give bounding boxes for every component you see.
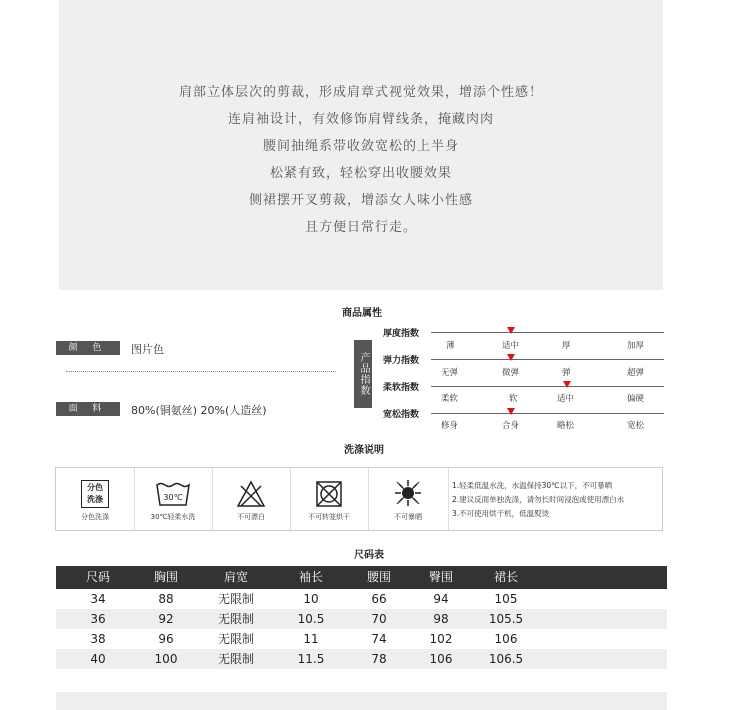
size-table-header (56, 566, 667, 589)
attributes-title: 商品属性 (342, 308, 382, 319)
column-header: 肩宽 (223, 570, 248, 584)
wash-item (212, 468, 291, 530)
index-label: 弹力指数 (383, 356, 420, 366)
wash-caption: 不可暴晒 (394, 513, 422, 521)
table-cell: 70 (371, 612, 387, 626)
washing-notes (452, 479, 660, 521)
index-marker (563, 381, 571, 388)
washing-box (55, 467, 663, 531)
table-cell: 105.5 (488, 612, 524, 626)
index-option: 修身 (441, 421, 459, 431)
table-cell: 100 (154, 652, 178, 666)
table-cell: 106.5 (488, 652, 524, 666)
wash-30-icon (156, 482, 190, 506)
index-option: 偏硬 (627, 394, 645, 404)
table-cell: 94 (433, 592, 449, 606)
table-cell: 36 (90, 612, 106, 626)
no-bleach-icon (236, 480, 266, 508)
description-line: 连肩袖设计，有效修饰肩臂线条，掩藏肉肉 (227, 112, 494, 127)
svg-text:30℃: 30℃ (163, 493, 183, 502)
wash-caption: 不可漂白 (237, 513, 265, 521)
wash-item (290, 468, 369, 530)
table-cell: 40 (90, 652, 106, 666)
description-line: 侧裙摆开叉剪裁，增添女人味小性感 (248, 193, 473, 208)
table-row (56, 589, 667, 609)
index-option: 适中 (557, 394, 575, 404)
table-cell: 10 (303, 592, 319, 606)
table-cell: 10.5 (297, 612, 325, 626)
index-option: 柔软 (441, 394, 459, 404)
washing-title: 洗涤说明 (344, 445, 384, 456)
index-line (431, 413, 664, 414)
table-row (56, 629, 667, 649)
description-line: 且方便日常行走。 (304, 220, 417, 235)
no-sun-icon (393, 478, 423, 508)
index-line (431, 359, 664, 360)
index-option: 无弹 (441, 368, 459, 378)
table-cell: 96 (158, 632, 174, 646)
index-option: 略松 (557, 421, 575, 431)
column-header: 胸围 (153, 570, 178, 584)
index-option: 加厚 (627, 341, 645, 351)
product-index-tag: 产品指数 (354, 340, 372, 408)
table-cell: 88 (158, 592, 174, 606)
table-cell: 38 (90, 632, 106, 646)
table-cell: 34 (90, 592, 106, 606)
column-header: 臀围 (428, 570, 453, 584)
table-cell: 106 (429, 652, 453, 666)
column-header: 尺码 (85, 570, 110, 584)
column-header: 腰围 (366, 570, 391, 584)
index-line (431, 332, 664, 333)
index-marker (507, 327, 515, 334)
description-line: 肩部立体层次的剪裁，形成肩章式视觉效果，增添个性感！ (178, 85, 543, 100)
index-option: 宽松 (627, 421, 645, 431)
fabric-label: 面 料 (56, 402, 120, 416)
index-option: 软 (509, 394, 518, 404)
wash-note: 3.不可使用烘干机，低温熨烫 (452, 509, 550, 518)
table-cell: 78 (371, 652, 387, 666)
no-tumble-dry-icon (314, 480, 344, 508)
color-label: 颜 色 (56, 341, 120, 355)
table-cell: 105 (494, 592, 518, 606)
index-label: 柔软指数 (383, 383, 420, 393)
table-cell: 92 (158, 612, 174, 626)
divider (66, 371, 336, 372)
table-row (56, 649, 667, 669)
wash-item (134, 468, 213, 530)
index-line (431, 386, 664, 387)
column-header: 裙长 (493, 570, 518, 584)
table-cell: 无限制 (217, 592, 254, 606)
index-option: 厚 (562, 341, 571, 351)
table-cell: 无限制 (217, 632, 254, 646)
index-option: 薄 (446, 341, 455, 351)
wash-caption: 30℃轻柔水洗 (150, 513, 196, 521)
separate-wash-icon: 分色洗涤 (81, 480, 109, 508)
wash-item (368, 468, 449, 530)
size-table-title: 尺码表 (354, 550, 384, 561)
index-option: 适中 (502, 341, 520, 351)
table-cell: 74 (371, 632, 387, 646)
color-value: 图片色 (131, 343, 164, 356)
table-cell: 66 (371, 592, 387, 606)
table-cell: 98 (433, 612, 449, 626)
table-cell: 11 (303, 632, 319, 646)
column-header: 袖长 (298, 570, 323, 584)
table-cell: 无限制 (217, 612, 254, 626)
table-cell: 11.5 (297, 652, 325, 666)
fabric-value: 80%(铜氨丝) 20%(人造丝) (131, 404, 267, 417)
description-panel (59, 0, 663, 290)
description-line: 腰间抽绳系带收敛宽松的上半身 (262, 139, 459, 154)
wash-caption: 不可转笼烘干 (308, 513, 350, 521)
table-cell: 无限制 (217, 652, 254, 666)
table-cell: 106 (494, 632, 518, 646)
index-option: 超弹 (627, 368, 645, 378)
index-label: 厚度指数 (383, 329, 420, 339)
index-option: 弹 (562, 368, 571, 378)
index-marker (507, 408, 515, 415)
index-marker (507, 354, 515, 361)
wash-note: 2.建议反面单独洗涤，请勿长时间浸泡或使用漂白水 (452, 495, 625, 504)
wash-item (56, 468, 135, 530)
index-option: 微弹 (502, 368, 520, 378)
index-option: 合身 (502, 421, 520, 431)
index-label: 宽松指数 (383, 410, 420, 420)
wash-note: 1.轻柔低温水洗，水温保持30℃以下，不可暴晒 (452, 481, 613, 490)
table-cell: 102 (429, 632, 453, 646)
wash-caption: 分色洗涤 (81, 513, 109, 521)
table-row (56, 609, 667, 629)
description-line: 松紧有致，轻松穿出收腰效果 (269, 166, 452, 181)
bottom-bar (56, 692, 667, 710)
